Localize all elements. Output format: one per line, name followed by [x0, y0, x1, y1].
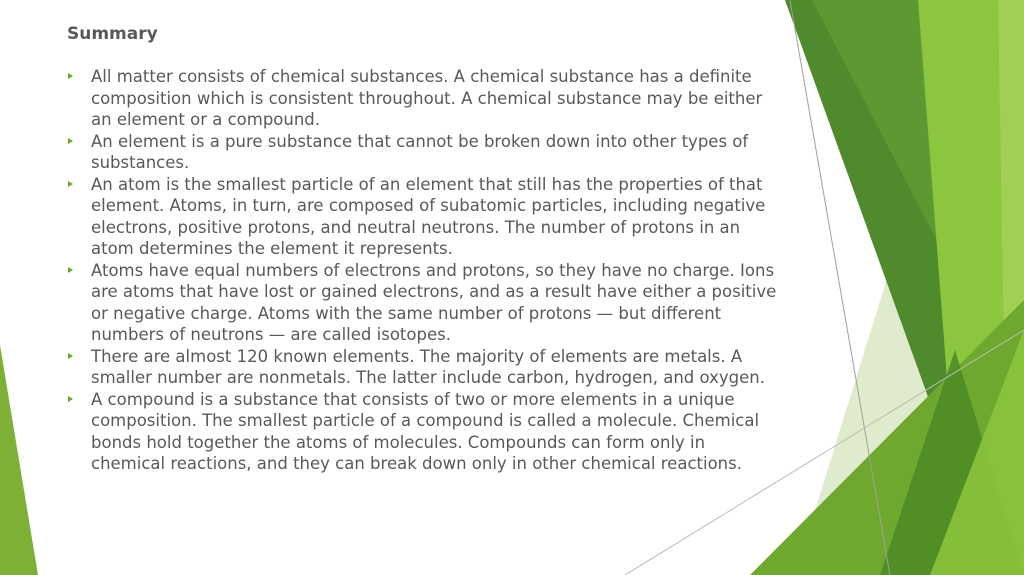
list-item — [67, 389, 777, 475]
bullet-arrow-icon — [67, 346, 79, 367]
list-item — [67, 66, 777, 131]
bullet-arrow-icon — [67, 260, 79, 281]
bullet-text: An atom is the smallest particle of an element that still has the properties of that element. Atoms, in turn, are composed of subatomic particles, including negative electrons, positive protons, and neutral neutrons. The number of protons in an atom determines the element it represents. — [91, 174, 766, 258]
left-green-shape — [0, 345, 38, 575]
bullet-text: There are almost 120 known elements. The majority of elements are metals. A smaller number are nonmetals. The latter include carbon, hydrogen, and oxygen. — [91, 346, 765, 387]
bullet-text: All matter consists of chemical substances. A chemical substance has a definite composition which is consistent throughout. A chemical substance may be either an element or a compound. — [91, 67, 763, 129]
bullet-text: A compound is a substance that consists of two or more elements in a unique composition. The smallest particle of a compound is called a molecule. Chemical bonds hold together the atoms of molecules. Compounds can form only in chemical reactions, and they can break down only in other chemical reactions. — [91, 389, 760, 473]
bullet-arrow-icon — [67, 66, 79, 87]
slide-content — [67, 22, 777, 475]
list-item — [67, 174, 777, 260]
bullet-text: An element is a pure substance that cannot be broken down into other types of substances. — [91, 131, 749, 172]
list-item — [67, 346, 777, 389]
list-item — [67, 260, 777, 346]
bullet-text: Atoms have equal numbers of electrons and protons, so they have no charge. Ions are atoms that have lost or gained electrons, and as a result have either a positive or negative charge. Atoms with the same number of protons — but different numbers of neutrons — are called isotopes. — [91, 260, 777, 344]
bullet-list — [67, 66, 777, 475]
bullet-arrow-icon — [67, 389, 79, 410]
list-item — [67, 131, 777, 174]
slide-title: Summary — [67, 24, 158, 44]
bullet-arrow-icon — [67, 174, 79, 195]
bullet-arrow-icon — [67, 131, 79, 152]
